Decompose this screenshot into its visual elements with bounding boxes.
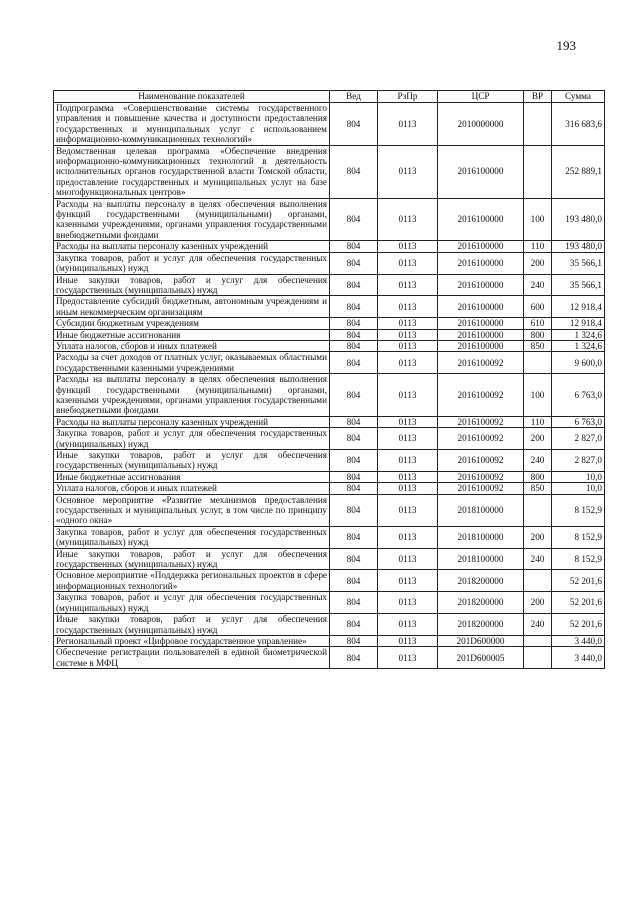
- row-rzpr: 0113: [378, 416, 438, 427]
- row-name: Закупка товаров, работ и услуг для обеспечения государственных (муниципальных) нужд: [54, 252, 330, 274]
- row-vr: 200: [524, 592, 552, 614]
- row-csr: 2016100092: [438, 416, 524, 427]
- table-row: [54, 103, 605, 146]
- row-ved: 804: [330, 374, 378, 417]
- table-row: [54, 416, 605, 427]
- table-row: [54, 647, 605, 669]
- row-rzpr: 0113: [378, 374, 438, 417]
- row-vr: 110: [524, 241, 552, 252]
- row-vr: 100: [524, 198, 552, 241]
- row-csr: 2018100000: [438, 526, 524, 548]
- table-row: [54, 592, 605, 614]
- row-ved: 804: [330, 318, 378, 329]
- row-rzpr: 0113: [378, 483, 438, 494]
- row-ved: 804: [330, 450, 378, 472]
- row-ved: 804: [330, 635, 378, 646]
- row-name: Иные бюджетные ассигнования: [54, 329, 330, 340]
- row-vr: [524, 103, 552, 146]
- row-csr: 201D600005: [438, 647, 524, 669]
- row-sum: 52 201,6: [552, 592, 605, 614]
- row-rzpr: 0113: [378, 318, 438, 329]
- row-sum: 3 440,0: [552, 647, 605, 669]
- table-row: [54, 614, 605, 636]
- row-vr: 110: [524, 416, 552, 427]
- row-ved: 804: [330, 416, 378, 427]
- row-csr: 2016100092: [438, 428, 524, 450]
- row-vr: 600: [524, 296, 552, 318]
- row-name: Расходы на выплаты персоналу казенных учреждений: [54, 241, 330, 252]
- row-sum: 252 889,1: [552, 145, 605, 198]
- row-rzpr: 0113: [378, 145, 438, 198]
- budget-table: [53, 90, 605, 669]
- row-sum: 6 763,0: [552, 374, 605, 417]
- row-sum: 35 566,1: [552, 274, 605, 296]
- row-name: Уплата налогов, сборов и иных платежей: [54, 483, 330, 494]
- row-rzpr: 0113: [378, 494, 438, 526]
- row-vr: [524, 352, 552, 374]
- row-vr: 240: [524, 548, 552, 570]
- row-name: Закупка товаров, работ и услуг для обеспечения государственных (муниципальных) нужд: [54, 592, 330, 614]
- table-body: [54, 103, 605, 669]
- row-rzpr: 0113: [378, 647, 438, 669]
- row-name: Основное мероприятие «Поддержка региональных проектов в сфере информационных технологий»: [54, 570, 330, 592]
- row-sum: 8 152,9: [552, 548, 605, 570]
- row-name: Подпрограмма «Совершенствование системы государственного управления и повышение качества и доступности предоставления государственных и муниципальных услуг с использованием информационно-коммуникационных технологий»: [54, 103, 330, 146]
- row-sum: 8 152,9: [552, 494, 605, 526]
- row-vr: 100: [524, 374, 552, 417]
- row-rzpr: 0113: [378, 296, 438, 318]
- row-csr: 2016100092: [438, 374, 524, 417]
- table-row: [54, 494, 605, 526]
- row-rzpr: 0113: [378, 614, 438, 636]
- row-csr: 2018200000: [438, 592, 524, 614]
- row-rzpr: 0113: [378, 548, 438, 570]
- row-rzpr: 0113: [378, 198, 438, 241]
- header-sum: Сумма: [552, 91, 605, 103]
- table-row: [54, 198, 605, 241]
- row-ved: 804: [330, 614, 378, 636]
- row-rzpr: 0113: [378, 340, 438, 351]
- row-csr: 2018200000: [438, 614, 524, 636]
- row-csr: 2016100000: [438, 318, 524, 329]
- table-row: [54, 570, 605, 592]
- row-ved: 804: [330, 296, 378, 318]
- table-row: [54, 374, 605, 417]
- row-sum: 12 918,4: [552, 296, 605, 318]
- row-vr: [524, 145, 552, 198]
- table-row: [54, 450, 605, 472]
- table-row: [54, 340, 605, 351]
- row-name: Закупка товаров, работ и услуг для обеспечения государственных (муниципальных) нужд: [54, 428, 330, 450]
- row-csr: 2018200000: [438, 570, 524, 592]
- row-name: Иные бюджетные ассигнования: [54, 471, 330, 482]
- header-name: Наименование показателей: [54, 91, 330, 103]
- table-header-row: [54, 91, 605, 103]
- table-row: [54, 296, 605, 318]
- table-row: [54, 274, 605, 296]
- row-rzpr: 0113: [378, 274, 438, 296]
- row-sum: 35 566,1: [552, 252, 605, 274]
- row-vr: 240: [524, 614, 552, 636]
- row-ved: 804: [330, 548, 378, 570]
- row-csr: 2018100000: [438, 548, 524, 570]
- row-ved: 804: [330, 483, 378, 494]
- row-csr: 2016100000: [438, 252, 524, 274]
- row-rzpr: 0113: [378, 635, 438, 646]
- table-row: [54, 329, 605, 340]
- table-row: [54, 471, 605, 482]
- header-csr: ЦСР: [438, 91, 524, 103]
- row-ved: 804: [330, 592, 378, 614]
- row-sum: 52 201,6: [552, 614, 605, 636]
- row-name: Основное мероприятие «Развитие механизмов предоставления государственных и муниципальных услуг, в том числе по принципу «одного окна»: [54, 494, 330, 526]
- row-name: Расходы на выплаты персоналу в целях обеспечения выполнения функций государственными (муниципальными) органами, казенными учреждениями, органами управления государственными внебюджетными фондами: [54, 374, 330, 417]
- row-vr: [524, 494, 552, 526]
- row-ved: 804: [330, 252, 378, 274]
- table-row: [54, 483, 605, 494]
- page-number: 193: [556, 38, 576, 53]
- header-ved: Вед: [330, 91, 378, 103]
- table-row: [54, 241, 605, 252]
- row-name: Иные закупки товаров, работ и услуг для обеспечения государственных (муниципальных) нужд: [54, 548, 330, 570]
- row-vr: 200: [524, 428, 552, 450]
- row-ved: 804: [330, 340, 378, 351]
- row-vr: 610: [524, 318, 552, 329]
- row-rzpr: 0113: [378, 570, 438, 592]
- row-name: Расходы за счет доходов от платных услуг, оказываемых областными государственными казенными учреждениями: [54, 352, 330, 374]
- row-ved: 804: [330, 198, 378, 241]
- row-vr: 800: [524, 329, 552, 340]
- table-row: [54, 252, 605, 274]
- row-csr: 2010000000: [438, 103, 524, 146]
- row-name: Расходы на выплаты персоналу казенных учреждений: [54, 416, 330, 427]
- row-sum: 12 918,4: [552, 318, 605, 329]
- row-ved: 804: [330, 329, 378, 340]
- table-row: [54, 428, 605, 450]
- header-rzpr: РзПр: [378, 91, 438, 103]
- row-ved: 804: [330, 494, 378, 526]
- row-vr: 240: [524, 274, 552, 296]
- row-name: Иные закупки товаров, работ и услуг для обеспечения государственных (муниципальных) нужд: [54, 450, 330, 472]
- row-rzpr: 0113: [378, 352, 438, 374]
- row-csr: 2016100092: [438, 471, 524, 482]
- row-sum: 316 683,6: [552, 103, 605, 146]
- table-row: [54, 352, 605, 374]
- row-sum: 193 480,0: [552, 198, 605, 241]
- row-ved: 804: [330, 526, 378, 548]
- row-vr: [524, 647, 552, 669]
- table-row: [54, 145, 605, 198]
- row-csr: 2016100092: [438, 352, 524, 374]
- row-rzpr: 0113: [378, 329, 438, 340]
- row-name: Иные закупки товаров, работ и услуг для обеспечения государственных (муниципальных) нужд: [54, 614, 330, 636]
- row-rzpr: 0113: [378, 526, 438, 548]
- row-csr: 2016100092: [438, 483, 524, 494]
- row-sum: 6 763,0: [552, 416, 605, 427]
- row-rzpr: 0113: [378, 450, 438, 472]
- row-sum: 1 324,6: [552, 340, 605, 351]
- row-sum: 2 827,0: [552, 450, 605, 472]
- row-ved: 804: [330, 352, 378, 374]
- row-name: Предоставление субсидий бюджетным, автономным учреждениям и иным некоммерческим организациям: [54, 296, 330, 318]
- row-name: Иные закупки товаров, работ и услуг для обеспечения государственных (муниципальных) нужд: [54, 274, 330, 296]
- row-name: Ведомственная целевая программа «Обеспечение внедрения информационно-коммуникационных технологий в деятельность исполнительных органов государственной власти Томской области, предоставление государственных и муниципальных услуг на базе многофункциональных центров»: [54, 145, 330, 198]
- row-name: Расходы на выплаты персоналу в целях обеспечения выполнения функций государственными (муниципальными) органами, казенными учреждениями, органами управления государственными внебюджетными фондами: [54, 198, 330, 241]
- row-vr: [524, 635, 552, 646]
- row-name: Региональный проект «Цифровое государственное управление»: [54, 635, 330, 646]
- row-vr: 200: [524, 252, 552, 274]
- row-sum: 1 324,6: [552, 329, 605, 340]
- row-ved: 804: [330, 471, 378, 482]
- row-csr: 2016100000: [438, 296, 524, 318]
- row-vr: 800: [524, 471, 552, 482]
- row-csr: 2016100000: [438, 145, 524, 198]
- table-row: [54, 635, 605, 646]
- row-ved: 804: [330, 274, 378, 296]
- row-sum: 10,0: [552, 471, 605, 482]
- row-csr: 2016100092: [438, 450, 524, 472]
- row-name: Уплата налогов, сборов и иных платежей: [54, 340, 330, 351]
- row-vr: [524, 570, 552, 592]
- row-ved: 804: [330, 570, 378, 592]
- header-vr: ВР: [524, 91, 552, 103]
- row-rzpr: 0113: [378, 428, 438, 450]
- row-vr: 850: [524, 483, 552, 494]
- row-csr: 2018100000: [438, 494, 524, 526]
- row-csr: 201D600000: [438, 635, 524, 646]
- row-vr: 240: [524, 450, 552, 472]
- row-name: Субсидии бюджетным учреждениям: [54, 318, 330, 329]
- row-ved: 804: [330, 647, 378, 669]
- row-sum: 9 600,0: [552, 352, 605, 374]
- row-vr: 200: [524, 526, 552, 548]
- row-ved: 804: [330, 103, 378, 146]
- row-ved: 804: [330, 145, 378, 198]
- row-csr: 2016100000: [438, 340, 524, 351]
- row-sum: 8 152,9: [552, 526, 605, 548]
- row-ved: 804: [330, 428, 378, 450]
- row-csr: 2016100000: [438, 241, 524, 252]
- table-row: [54, 526, 605, 548]
- row-csr: 2016100000: [438, 329, 524, 340]
- row-vr: 850: [524, 340, 552, 351]
- row-rzpr: 0113: [378, 103, 438, 146]
- row-ved: 804: [330, 241, 378, 252]
- table-row: [54, 318, 605, 329]
- row-sum: 193 480,0: [552, 241, 605, 252]
- row-sum: 10,0: [552, 483, 605, 494]
- row-csr: 2016100000: [438, 198, 524, 241]
- row-rzpr: 0113: [378, 592, 438, 614]
- row-name: Закупка товаров, работ и услуг для обеспечения государственных (муниципальных) нужд: [54, 526, 330, 548]
- row-rzpr: 0113: [378, 471, 438, 482]
- row-csr: 2016100000: [438, 274, 524, 296]
- row-name: Обеспечение регистрации пользователей в единой биометрической системе в МФЦ: [54, 647, 330, 669]
- row-sum: 52 201,6: [552, 570, 605, 592]
- row-rzpr: 0113: [378, 252, 438, 274]
- row-sum: 2 827,0: [552, 428, 605, 450]
- table-row: [54, 548, 605, 570]
- row-rzpr: 0113: [378, 241, 438, 252]
- row-sum: 3 440,0: [552, 635, 605, 646]
